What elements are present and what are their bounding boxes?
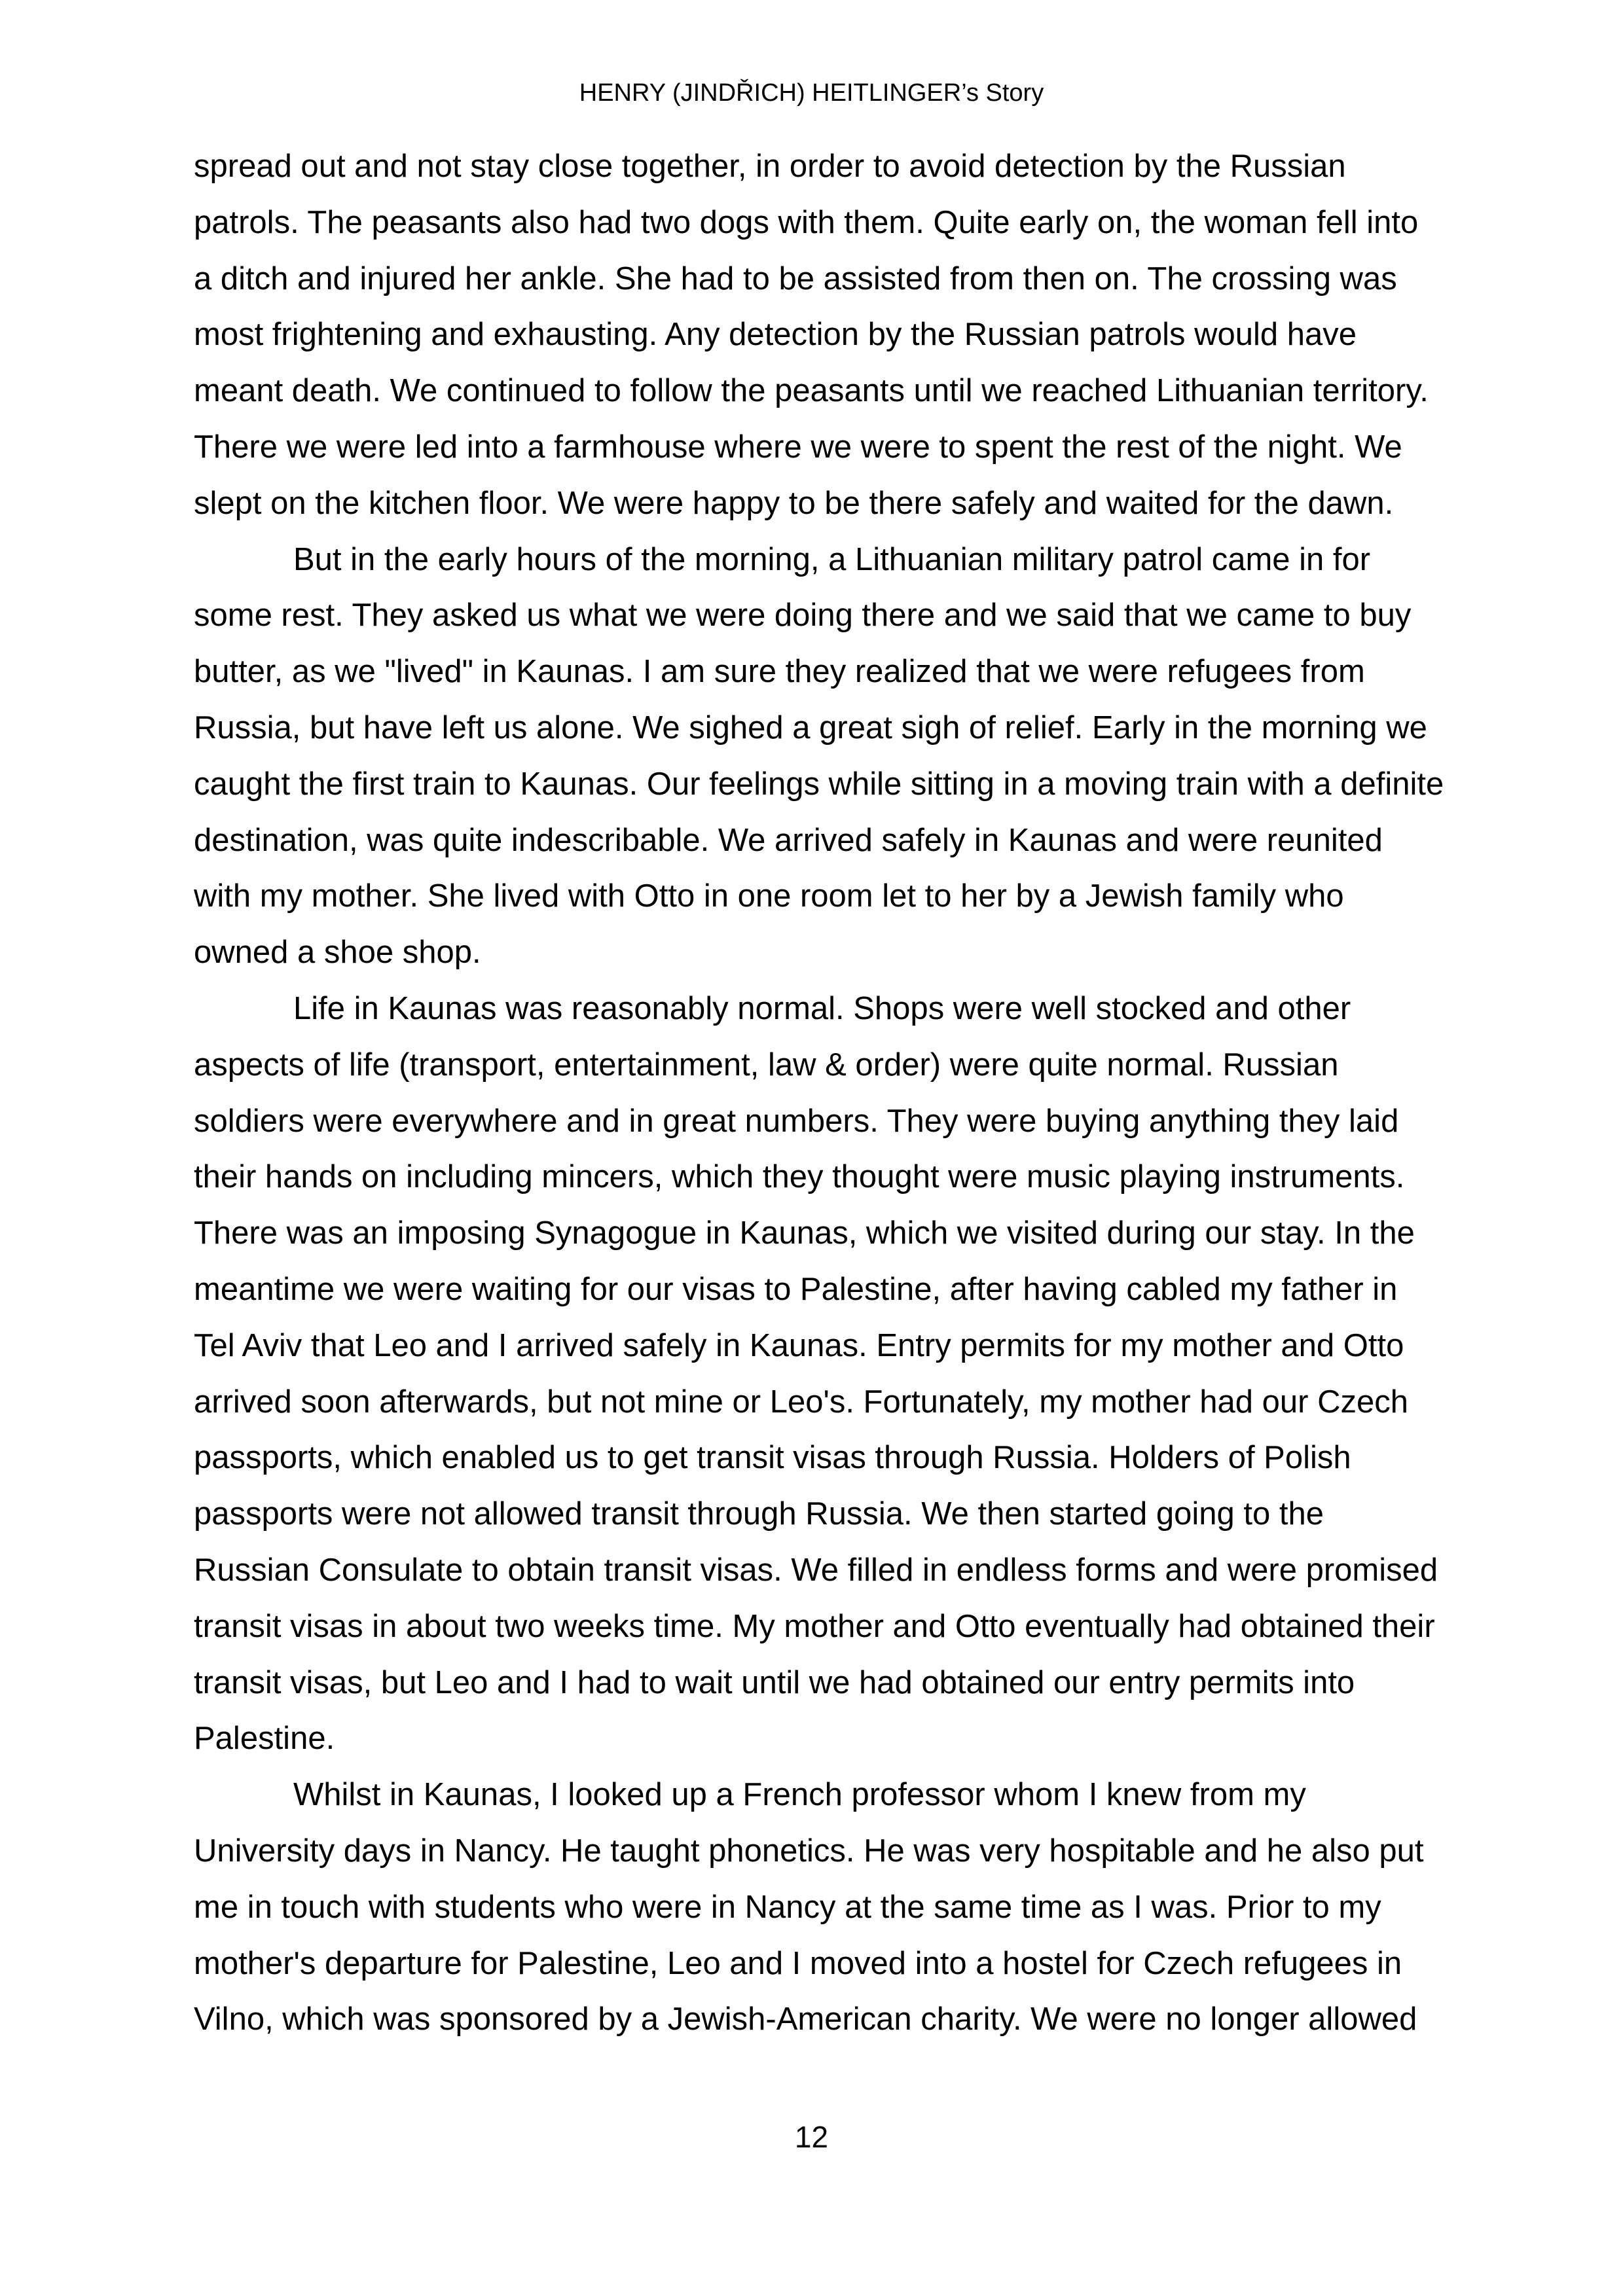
text-line: meant death. We continued to follow the peasants until we reached Lithuanian territory. (194, 373, 1429, 409)
text-line: arrived soon afterwards, but not mine or Leo's. Fortunately, my mother had our Czech (194, 1384, 1408, 1420)
text-line: Palestine. (194, 1721, 335, 1757)
text-line: meantime we were waiting for our visas to Palestine, after having cabled my father in (194, 1271, 1398, 1307)
text-line: University days in Nancy. He taught phonetics. He was very hospitable and he also put (194, 1833, 1424, 1869)
text-line: There we were led into a farmhouse where we were to spent the rest of the night. We (194, 429, 1402, 465)
text-line: Russia, but have left us alone. We sighed a great sigh of relief. Early in the morning we (194, 709, 1427, 745)
text-line: a ditch and injured her ankle. She had to be assisted from then on. The crossing was (194, 260, 1397, 296)
text-line: passports were not allowed transit through Russia. We then started going to the (194, 1496, 1324, 1532)
text-line: caught the first train to Kaunas. Our feelings while sitting in a moving train with a definite (194, 766, 1444, 802)
text-line: spread out and not stay close together, in order to avoid detection by the Russian (194, 149, 1346, 184)
page-header: HENRY (JINDŘICH) HEITLINGER’s Story (579, 79, 1044, 107)
text-line: There was an imposing Synagogue in Kaunas, which we visited during our stay. In the (194, 1215, 1415, 1251)
text-line: aspects of life (transport, entertainment, law & order) were quite normal. Russian (194, 1047, 1339, 1083)
text-line: Tel Aviv that Leo and I arrived safely in Kaunas. Entry permits for my mother and Otto (194, 1327, 1404, 1363)
text-line: patrols. The peasants also had two dogs with them. Quite early on, the woman fell into (194, 204, 1419, 240)
text-line: Vilno, which was sponsored by a Jewish-American charity. We were no longer allowed (194, 2001, 1417, 2037)
text-line: transit visas in about two weeks time. My mother and Otto eventually had obtained their (194, 1608, 1435, 1644)
text-line: some rest. They asked us what we were doing there and we said that we came to buy (194, 598, 1412, 634)
page-number: 12 (794, 2120, 829, 2154)
text-line: their hands on including mincers, which they thought were music playing instruments. (194, 1159, 1405, 1195)
paragraph-start-line: Life in Kaunas was reasonably normal. Shops were well stocked and other (293, 990, 1351, 1026)
text-line: owned a shoe shop. (194, 935, 481, 971)
text-line: butter, as we "lived" in Kaunas. I am sure they realized that we were refugees from (194, 654, 1365, 690)
text-line: passports, which enabled us to get transit visas through Russia. Holders of Polish (194, 1440, 1351, 1476)
text-line: soldiers were everywhere and in great numbers. They were buying anything they laid (194, 1103, 1399, 1139)
body-text (194, 139, 1477, 2048)
paragraph-start-line: Whilst in Kaunas, I looked up a French professor whom I knew from my (293, 1777, 1306, 1813)
paragraph-start-line: But in the early hours of the morning, a Lithuanian military patrol came in for (293, 541, 1371, 577)
text-line: with my mother. She lived with Otto in one room let to her by a Jewish family who (194, 878, 1344, 914)
text-line: me in touch with students who were in Nancy at the same time as I was. Prior to my (194, 1889, 1381, 1925)
text-line: mother's departure for Palestine, Leo and I moved into a hostel for Czech refugees in (194, 1945, 1402, 1981)
text-line: slept on the kitchen floor. We were happy to be there safely and waited for the dawn. (194, 485, 1394, 521)
text-line: transit visas, but Leo and I had to wait until we had obtained our entry permits into (194, 1664, 1355, 1700)
text-line: Russian Consulate to obtain transit visas. We filled in endless forms and were promised (194, 1552, 1438, 1588)
text-line: destination, was quite indescribable. We arrived safely in Kaunas and were reunited (194, 822, 1383, 858)
text-line: most frightening and exhausting. Any detection by the Russian patrols would have (194, 317, 1357, 353)
